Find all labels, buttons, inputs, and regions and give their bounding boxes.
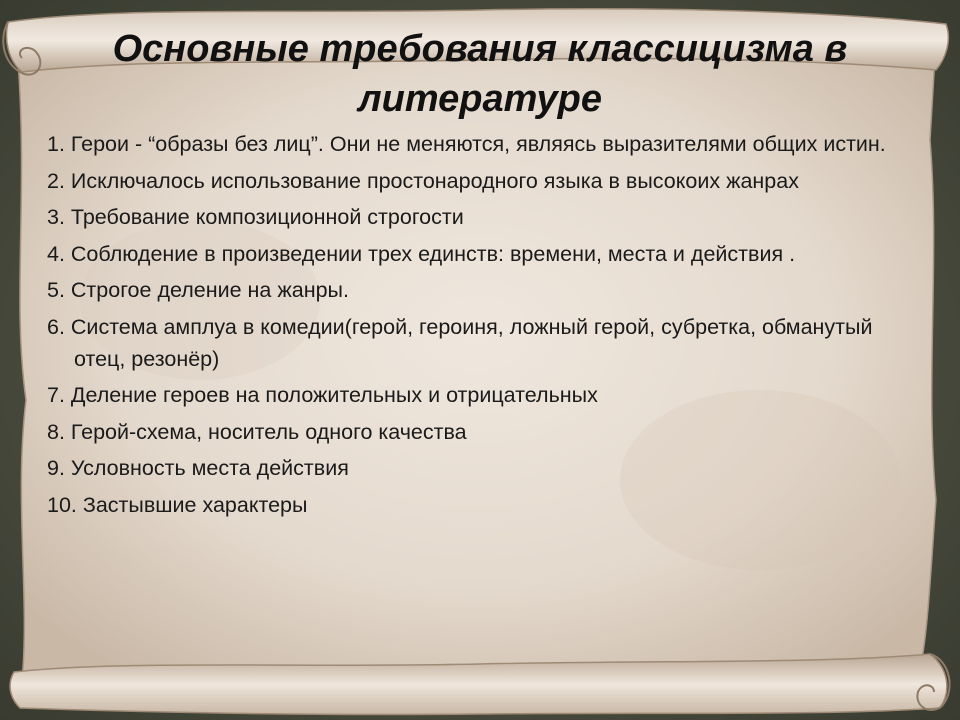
requirements-list: [47, 128, 897, 525]
list-item: 3. Требование композиционной строгости: [47, 205, 464, 229]
list-item: 4. Соблюдение в произведении трех единств: времени, места и действия .: [47, 241, 796, 266]
list-item: 7. Деление героев на положительных и отрицательных: [47, 383, 598, 407]
slide-title: Основные требования классицизма в литературе: [112, 28, 848, 120]
list-item: 8. Герой-схема, носитель одного качества: [47, 419, 467, 444]
list-item: 10. Застывшие характеры: [47, 492, 308, 517]
list-item: 2. Исключалось использование простонародного языка в высокоих жанрах: [47, 168, 799, 193]
list-item: 5. Строгое деление на жанры.: [47, 278, 349, 302]
list-item: 9. Условность места действия: [47, 456, 349, 480]
list-item: 6. Система амплуа в комедии(герой, героиня, ложный герой, субретка, обманутый отец, резонёр): [47, 314, 873, 371]
list-item: 1. Герои - “образы без лиц”. Они не меняются, являясь выразителями общих истин.: [47, 132, 886, 156]
